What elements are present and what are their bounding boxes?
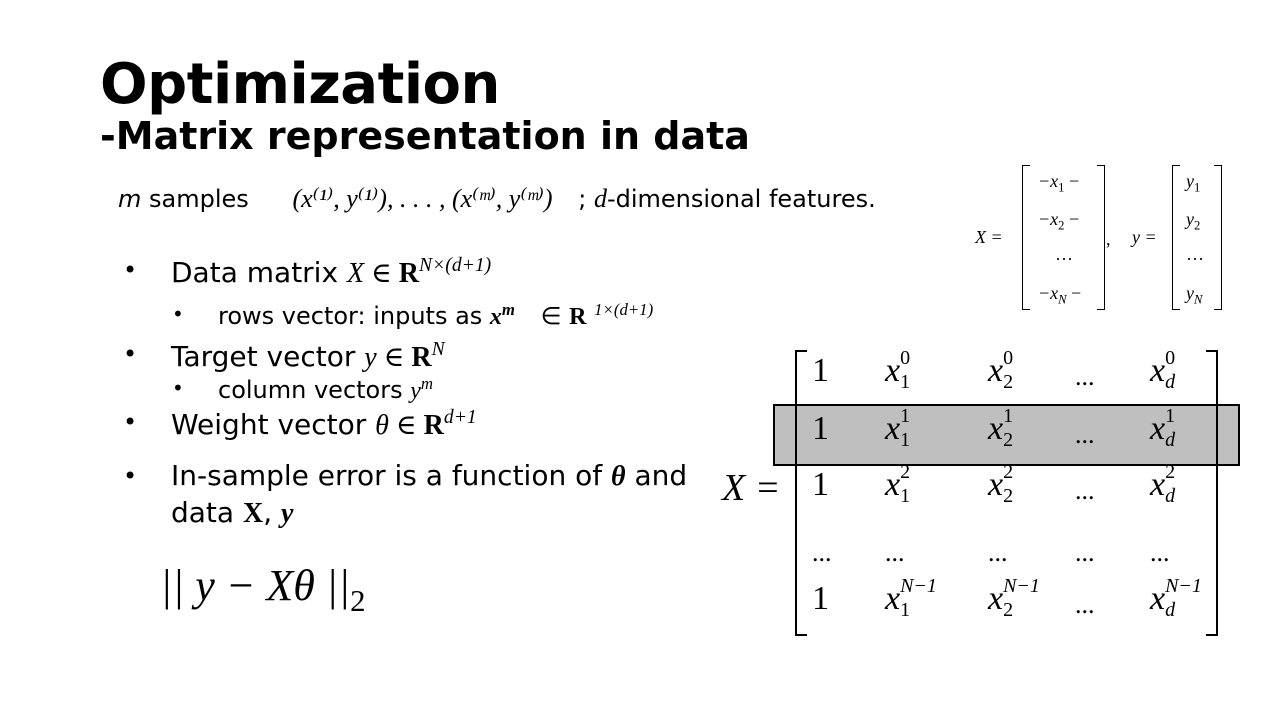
bullet-text-and: and — [634, 459, 688, 492]
matrix-cell-r3-c1: ... — [885, 538, 905, 567]
right-bracket — [1097, 165, 1105, 310]
matrix-cell-r2-c1: x 2 1 — [885, 461, 911, 508]
small-y-row-1: $y_1$ — [1186, 171, 1201, 195]
bullet-dot: • — [123, 256, 138, 284]
small-y-row-2: $y_2$ — [1186, 209, 1201, 233]
superscript: m — [501, 299, 515, 319]
X-symbol: X — [242, 498, 264, 529]
d-symbol: d — [593, 184, 607, 213]
small-y-row-ellipsis: ··· — [1186, 249, 1204, 269]
features-text: -dimensional features. — [606, 185, 876, 213]
bullet-data-matrix — [123, 255, 492, 290]
superscript: d+1 — [443, 407, 477, 429]
matrix-cell-r0-c1: x 0 1 — [885, 347, 911, 394]
matrix-cell-r2-c4: x 2 d — [1150, 461, 1176, 508]
matrix-cell-r4-c1: x N−1 1 — [885, 575, 937, 622]
bullet-insample-error — [123, 458, 688, 532]
bullet-text: Weight vector — [171, 408, 367, 441]
matrix-cell-r2-c2: x 2 2 — [988, 461, 1014, 508]
matrix-cell-r3-c3: ... — [1075, 538, 1095, 567]
matrix-cell-r2-c3: ... — [1075, 476, 1095, 505]
reals-symbol: R — [569, 304, 587, 330]
bullet-text: Data matrix — [171, 256, 339, 289]
semicolon: ; — [578, 185, 587, 213]
sample-tuple: (x⁽¹⁾, y⁽¹⁾), . . . , (x⁽ᵐ⁾, y⁽ᵐ⁾) — [292, 184, 553, 213]
norm-subscript: 2 — [350, 583, 366, 618]
left-bracket — [1172, 165, 1180, 310]
small-y-row-N: $y_N$ — [1186, 283, 1203, 307]
matrix-cell-r0-c0: 1 — [812, 352, 829, 389]
bullet-column-vectors — [172, 373, 434, 405]
small-y-label: y = — [1132, 227, 1157, 247]
matrix-cell-r3-c0: ... — [812, 538, 832, 567]
matrix-cell-r4-c2: x N−1 2 — [988, 575, 1040, 622]
bullet-weight-vector — [123, 407, 477, 442]
matrix-cell-r1-c0: 1 — [812, 410, 829, 447]
matrix-cell-r1-c4: x 1 d — [1150, 405, 1176, 452]
intro-line — [118, 184, 876, 214]
bullet-dot: • — [172, 376, 184, 400]
superscript: N — [431, 339, 445, 361]
bullet-dot: • — [123, 462, 138, 490]
reals-symbol: R — [411, 342, 432, 373]
matrix-cell-r3-c4: ... — [1150, 538, 1170, 567]
small-x-matrix — [975, 163, 1125, 313]
left-bracket — [1022, 165, 1030, 310]
small-y-vector — [1132, 163, 1232, 313]
norm-body: || y − Xθ || — [160, 561, 351, 610]
bullet-dot: • — [123, 408, 138, 436]
y-symbol: y — [281, 498, 294, 529]
math-symbol: θ ∈ — [375, 410, 424, 441]
math-symbol: x — [489, 304, 502, 330]
reals-symbol: R — [398, 258, 420, 289]
bullet-target-vector — [123, 339, 445, 374]
matrix-cell-r1-c1: x 1 1 — [885, 405, 911, 452]
small-x-row-2: $-x_2$ − — [1038, 209, 1080, 233]
bullet-dot: • — [172, 302, 184, 326]
big-left-bracket — [795, 350, 807, 636]
comma: , — [263, 496, 273, 529]
matrix-cell-r3-c2: ... — [988, 538, 1008, 567]
reals-symbol: R — [423, 410, 444, 441]
matrix-cell-r4-c4: x N−1 d — [1150, 575, 1202, 622]
superscript: N×(d+1) — [419, 255, 492, 277]
math-symbol: y ∈ — [364, 342, 412, 373]
bullet-rows-vector — [172, 299, 654, 331]
superscript: 1×(d+1) — [594, 299, 654, 319]
matrix-cell-r0-c3: ... — [1075, 362, 1095, 391]
bullet-text: column vectors — [218, 376, 403, 404]
matrix-cell-r0-c2: x 0 2 — [988, 347, 1014, 394]
big-matrix-label: X = — [722, 467, 781, 509]
samples-text: samples — [149, 185, 249, 213]
small-x-label: X = — [975, 227, 1003, 247]
bullet-text: rows vector: inputs as — [218, 302, 483, 330]
bullet-text: Target vector — [171, 340, 356, 373]
math-symbol: y — [410, 378, 421, 404]
small-matrix-comma: , — [1106, 229, 1111, 249]
theta-symbol: θ — [611, 461, 626, 492]
right-bracket — [1214, 165, 1222, 310]
small-x-row-N: $-x_N$ − — [1038, 283, 1082, 307]
slide-subtitle: -Matrix representation in data — [100, 114, 750, 158]
bullet-text-data: data — [171, 496, 235, 529]
matrix-cell-r1-c3: ... — [1075, 420, 1095, 449]
superscript: m — [420, 373, 434, 393]
matrix-cell-r2-c0: 1 — [812, 466, 829, 503]
matrix-cell-r0-c4: x 0 d — [1150, 347, 1176, 394]
m-symbol: m — [118, 185, 142, 213]
matrix-cell-r1-c2: x 1 2 — [988, 405, 1014, 452]
slide-title: Optimization — [100, 52, 500, 117]
math-symbol: X ∈ — [346, 258, 399, 289]
bullet-dot: • — [123, 340, 138, 368]
bullet-text: In-sample error is a function of — [171, 459, 603, 492]
small-x-row-ellipsis: ··· — [1055, 249, 1073, 269]
in-symbol: ∈ — [540, 302, 562, 330]
norm-expression — [160, 560, 366, 618]
matrix-cell-r4-c0: 1 — [812, 580, 829, 617]
matrix-cell-r4-c3: ... — [1075, 590, 1095, 619]
small-x-row-1: $-x_1$ − — [1038, 171, 1080, 195]
